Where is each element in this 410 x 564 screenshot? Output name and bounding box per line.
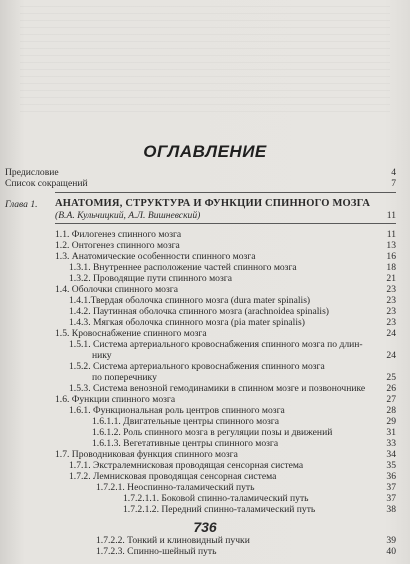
toc-entry: 1.7.2.2. Тонкий и клиновидный пучки 39 bbox=[96, 535, 396, 546]
show-through-text bbox=[20, 6, 390, 116]
toc-entry: 1.4.1.Твердая оболочка спинного мозга (dura mater spinalis) 23 bbox=[69, 295, 396, 306]
chapter-title: АНАТОМИЯ, СТРУКТУРА И ФУНКЦИИ СПИННОГО МОЗГА bbox=[55, 198, 371, 209]
toc-entry: 1.7.2. Лемнисковая проводящая сенсорная система 36 bbox=[69, 471, 396, 482]
toc-entry: 1.3.1. Внутреннее расположение частей спинного мозга 18 bbox=[69, 262, 396, 273]
toc-entry: 1.4.3. Мягкая оболочка спинного мозга (pia mater spinalis) 23 bbox=[69, 317, 396, 328]
chapter-authors: (В.А. Кульчицкий, А.Л. Вишневский) bbox=[55, 210, 201, 221]
toc-entry: 1.6.1. Функциональная роль центров спинного мозга 28 bbox=[69, 405, 396, 416]
toc-entry: 1.7.2.1.2. Передний спинно-таламический путь 38 bbox=[123, 504, 396, 515]
toc-entry: 1.7.1. Экстралемнисковая проводящая сенсорная система 35 bbox=[69, 460, 396, 471]
toc-entry: 1.7. Проводниковая функция спинного мозга 34 bbox=[55, 449, 396, 460]
page-title: ОГЛАВЛЕНИЕ bbox=[143, 142, 267, 161]
chapter-title-row bbox=[55, 198, 396, 209]
chapter-page: 11 bbox=[386, 210, 396, 221]
toc-entry: 1.7.2.3. Спинно-шейный путь 40 bbox=[96, 546, 396, 557]
toc-entry-continuation: нику 24 bbox=[92, 350, 396, 361]
toc-entry: 1.7.2.1. Неоспинно-таламический путь 37 bbox=[96, 482, 396, 493]
page-number: 736 bbox=[193, 519, 217, 535]
toc-entry: 1.3. Анатомические особенности спинного мозга 16 bbox=[55, 251, 396, 262]
chapter-authors-row bbox=[55, 210, 396, 221]
toc-entry: 1.1. Филогенез спинного мозга 11 bbox=[55, 229, 396, 240]
toc-entry: 1.5. Кровоснабжение спинного мозга 24 bbox=[55, 328, 396, 339]
toc-entry: 1.2. Онтогенез спинного мозга 13 bbox=[55, 240, 396, 251]
toc-entry: 1.5.1. Система артериального кровоснабжения спинного мозга по длин- bbox=[69, 339, 363, 350]
toc-entry: 1.6.1.2. Роль спинного мозга в регуляции позы и движений 31 bbox=[92, 427, 396, 438]
toc-entry: 1.7.2.1.1. Боковой спинно-таламический путь 37 bbox=[123, 493, 396, 504]
toc-entry: 1.3.2. Проводящие пути спинного мозга 21 bbox=[69, 273, 396, 284]
toc-entry: 1.6. Функции спинного мозга 27 bbox=[55, 394, 396, 405]
chapter-label: Глава 1. bbox=[5, 199, 38, 210]
toc-entry-continuation: по поперечнику 25 bbox=[92, 372, 396, 383]
toc-entry-abbreviations: Список сокращений 7 bbox=[5, 178, 396, 189]
divider bbox=[55, 223, 396, 224]
divider bbox=[55, 192, 396, 193]
toc-entry: 1.5.2. Система артериального кровоснабжения спинного мозга bbox=[69, 361, 325, 372]
toc-entry: 1.4. Оболочки спинного мозга 23 bbox=[55, 284, 396, 295]
toc-entry: 1.6.1.3. Вегетативные центры спинного мозга 33 bbox=[92, 438, 396, 449]
toc-entry-preface: Предисловие 4 bbox=[5, 167, 396, 178]
toc-entry: 1.6.1.1. Двигательные центры спинного мозга 29 bbox=[92, 416, 396, 427]
toc-entry: 1.4.2. Паутинная оболочка спинного мозга (arachnoidea spinalis) 23 bbox=[69, 306, 396, 317]
toc-entry: 1.5.3. Система венозной гемодинамики в спинном мозге и позвоночнике 26 bbox=[69, 383, 396, 394]
